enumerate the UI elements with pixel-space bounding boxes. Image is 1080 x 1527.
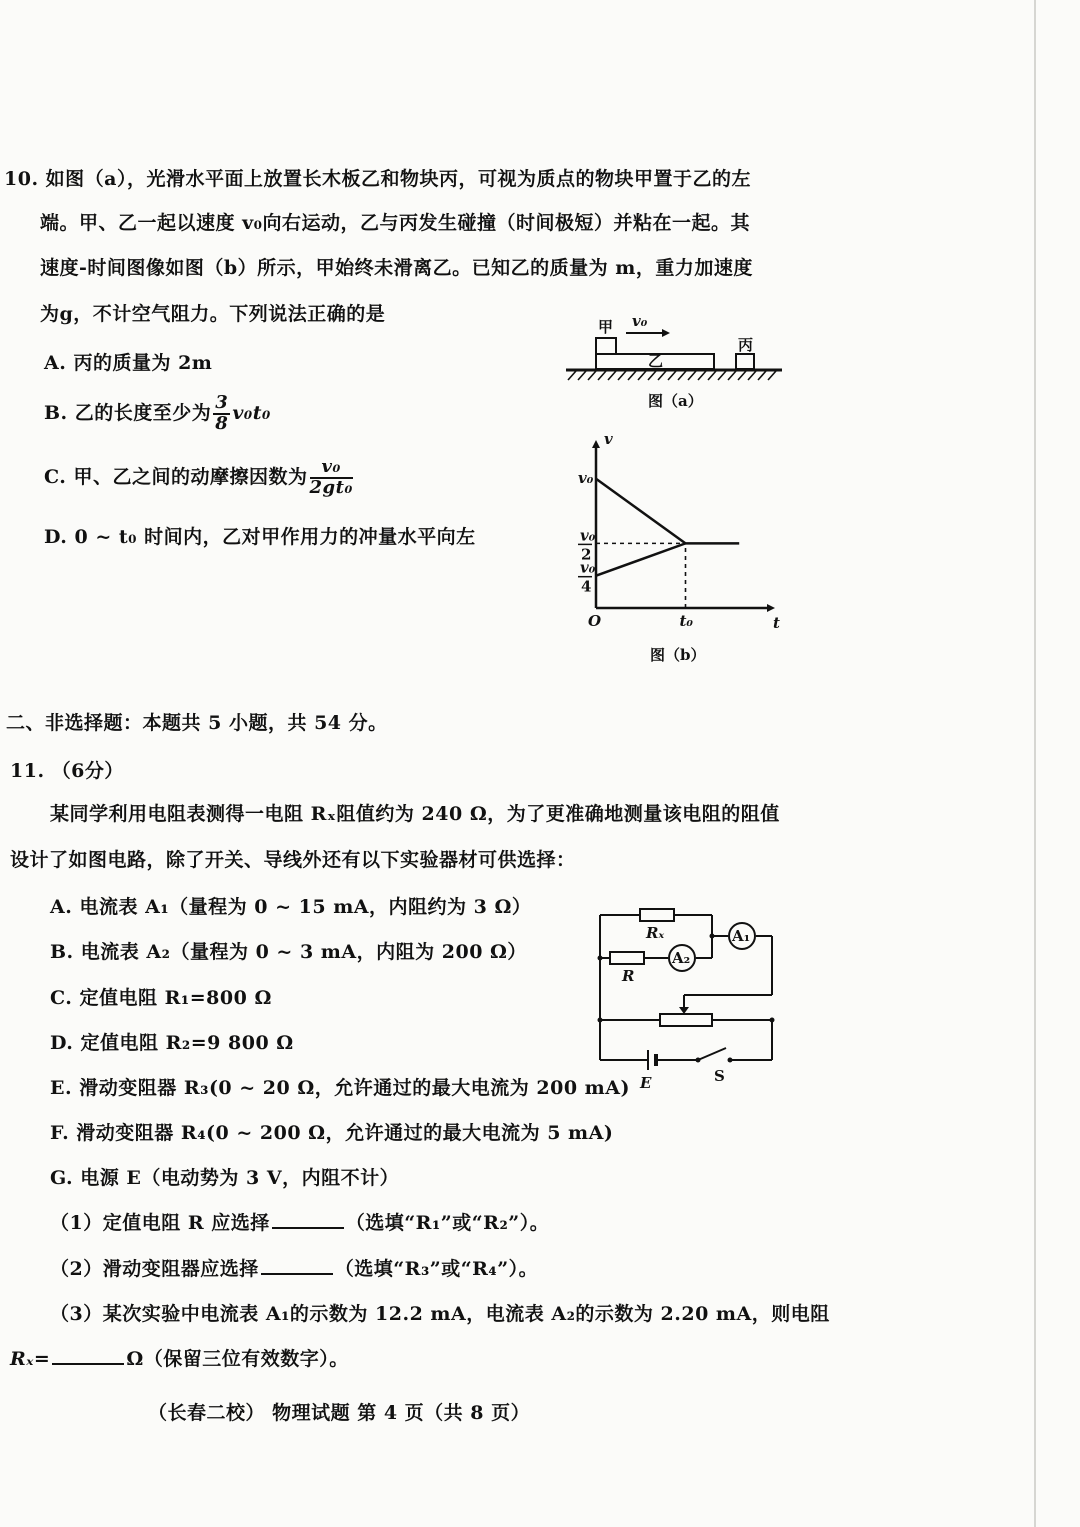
q10-line3: 速度-时间图像如图（b）所示，甲始终未滑离乙。已知乙的质量为 m，重力加速度 [40, 257, 753, 279]
q11-item-a: A. 电流表 A₁（量程为 0 ~ 15 mA，内阻约为 3 Ω） [50, 896, 532, 918]
q10-option-b-num: 3 [215, 392, 229, 413]
label-r: R [622, 967, 635, 985]
tick-label-t0: t₀ [679, 612, 693, 630]
circuit-diagram [592, 900, 782, 1095]
q10-option-b-fraction [213, 394, 230, 434]
label-e: E [640, 1074, 652, 1092]
q10-option-c [44, 458, 355, 498]
figure-b-vt-graph [560, 428, 800, 673]
q11-intro-2: 设计了如图电路，除了开关、导线外还有以下实验器材可供选择： [10, 849, 576, 871]
velocity-arrowhead [662, 329, 670, 337]
q11-item-e: E. 滑动变阻器 R₃(0 ~ 20 Ω，允许通过的最大电流为 200 mA) [50, 1077, 630, 1099]
answer-blank-3[interactable] [52, 1347, 124, 1365]
q11-sub-3-hint: Ω（保留三位有效数字）。 [126, 1348, 349, 1370]
q10-option-c-num: v₀ [310, 458, 353, 479]
q11-sub-3-answer [10, 1344, 349, 1371]
page-footer: （长春二校） 物理试题 第 4 页（共 8 页） [148, 1402, 531, 1424]
answer-blank-1[interactable] [272, 1211, 344, 1229]
q11-sub-1 [50, 1208, 549, 1235]
q11-sub-3: （3）某次实验中电流表 A₁的示数为 12.2 mA，电流表 A₂的示数为 2.20 mA，则电阻 [50, 1303, 830, 1325]
q10-option-c-text: C. 甲、乙之间的动摩擦因数为 [44, 465, 308, 488]
tick-label-half-den: 2 [581, 545, 592, 564]
q11-item-b: B. 电流表 A₂（量程为 0 ~ 3 mA，内阻为 200 Ω） [50, 941, 527, 963]
q10-option-c-fraction [310, 458, 353, 498]
junction-right-bottom [770, 1018, 775, 1023]
label-a1: A₁ [732, 927, 751, 945]
caption-fig-a: 图（a） [648, 392, 703, 410]
tick-label-quarter-num: v₀ [580, 558, 596, 577]
tick-label-v0: v₀ [578, 468, 594, 487]
switch-pivot [696, 1058, 701, 1063]
q11-item-f: F. 滑动变阻器 R₄(0 ~ 200 Ω，允许通过的最大电流为 5 mA) [50, 1122, 614, 1144]
series-yi-line [596, 543, 686, 575]
origin-label: O [588, 612, 602, 630]
rheostat [660, 1014, 712, 1026]
q10-line2: 端。甲、乙一起以速度 v₀向右运动，乙与丙发生碰撞（时间极短）并粘在一起。其 [40, 212, 750, 234]
series-jia-line [596, 479, 739, 544]
resistor-r [610, 952, 644, 964]
label-yi: 乙 [648, 352, 664, 370]
q10-option-c-den: 2gt₀ [309, 476, 353, 498]
switch-contact [728, 1058, 733, 1063]
figure-a [560, 308, 790, 418]
q11-title: 11. （6分） [10, 760, 124, 782]
q10-line1: 10. 如图（a），光滑水平面上放置长木板乙和物块丙，可视为质点的物块甲置于乙的左 [4, 168, 751, 190]
q11-sub-2-text: （2）滑动变阻器应选择 [50, 1258, 259, 1280]
page-edge [1034, 0, 1036, 1527]
q11-sub-2-hint: （选填“R₃”或“R₄”）。 [334, 1258, 539, 1280]
section-2-heading: 二、非选择题：本题共 5 小题，共 54 分。 [6, 712, 388, 734]
label-s: S [714, 1067, 725, 1085]
tick-label-quarter-den: 4 [581, 577, 592, 596]
label-jia: 甲 [598, 318, 614, 336]
q10-option-b-tail: v₀t₀ [232, 401, 271, 424]
q11-sub-3-rx: Rₓ= [10, 1348, 51, 1370]
block-jia [596, 338, 616, 354]
q10-option-a: A. 丙的质量为 2m [44, 352, 213, 374]
rheostat-slider-arrow [679, 1007, 689, 1014]
q10-option-b-text: B. 乙的长度至少为 [44, 401, 212, 424]
ground-hatching [568, 371, 776, 380]
tick-label-half-num: v₀ [580, 526, 596, 545]
t-axis-arrowhead [767, 604, 775, 612]
q10-option-b [44, 394, 271, 434]
q11-item-c: C. 定值电阻 R₁=800 Ω [50, 987, 272, 1009]
q11-intro-1: 某同学利用电阻表测得一电阻 Rₓ阻值约为 240 Ω，为了更准确地测量该电阻的阻值 [50, 803, 780, 825]
label-bing: 丙 [738, 336, 754, 354]
q11-sub-2 [50, 1254, 538, 1281]
q10-line4: 为g，不计空气阻力。下列说法正确的是 [40, 303, 386, 325]
q10-option-b-den: 8 [215, 412, 229, 434]
answer-blank-2[interactable] [261, 1257, 333, 1275]
caption-fig-b: 图（b） [650, 646, 706, 664]
q11-sub-1-hint: （选填“R₁”或“R₂”）。 [345, 1212, 550, 1234]
q10-option-d: D. 0 ~ t₀ 时间内，乙对甲作用力的冲量水平向左 [44, 526, 476, 548]
v-axis-arrowhead [592, 440, 600, 448]
label-a2: A₂ [672, 949, 691, 967]
axis-label-v: v [604, 430, 613, 448]
q11-item-d: D. 定值电阻 R₂=9 800 Ω [50, 1032, 294, 1054]
junction-left [598, 956, 603, 961]
junction-right [710, 934, 715, 939]
label-v0-fig-a: v₀ [632, 312, 648, 330]
junction-left-bottom [598, 1018, 603, 1023]
resistor-rx [640, 909, 674, 921]
q11-sub-1-text: （1）定值电阻 R 应选择 [50, 1212, 270, 1234]
axis-label-t: t [773, 614, 780, 632]
label-rx: Rₓ [646, 924, 665, 942]
block-bing [736, 354, 754, 369]
q11-item-g: G. 电源 E（电动势为 3 V，内阻不计） [50, 1167, 400, 1189]
